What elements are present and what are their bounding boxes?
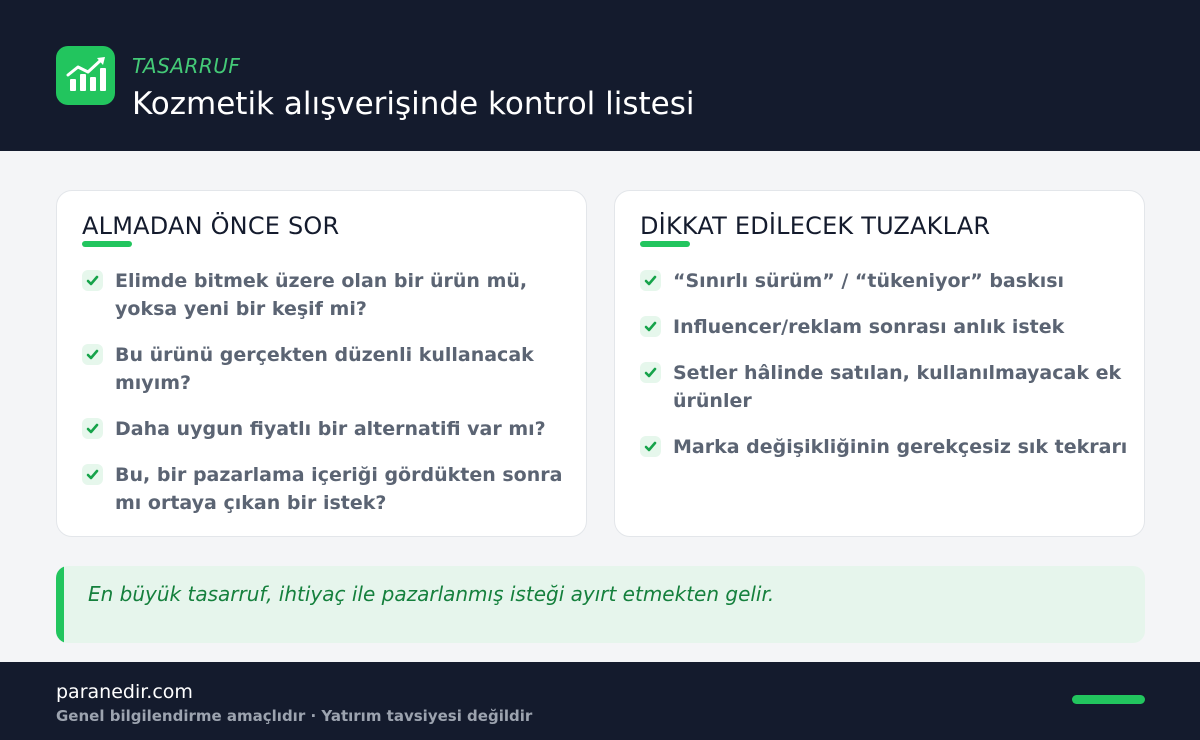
- site-name: paranedir.com: [56, 681, 193, 703]
- list-item: [640, 313, 1130, 341]
- card-title: DİKKAT EDİLECEK TUZAKLAR: [640, 212, 991, 240]
- list-item-text: Daha uygun fiyatlı bir alternatifi var mı?: [115, 418, 546, 440]
- footer: [0, 662, 1200, 740]
- pitfalls-card: [614, 190, 1145, 537]
- check-icon: [640, 270, 661, 291]
- check-icon: [82, 344, 103, 365]
- category-label: TASARRUF: [132, 54, 241, 78]
- check-icon: [82, 464, 103, 485]
- list-item: [640, 359, 1130, 415]
- list-item-text: Bu ürünü gerçekten düzenli kullanacak mıyım?: [115, 344, 534, 394]
- footer-accent-bar: [1072, 695, 1145, 704]
- title-underline: [640, 241, 690, 247]
- list-item: [82, 341, 572, 397]
- check-icon: [640, 316, 661, 337]
- list-item-text: Bu, bir pazarlama içeriği gördükten sonra mı ortaya çıkan bir istek?: [115, 464, 563, 514]
- tip-callout: [56, 566, 1145, 643]
- disclaimer: Genel bilgilendirme amaçlıdır · Yatırım tavsiyesi değildir: [56, 707, 533, 725]
- list-item-text: Setler hâlinde satılan, kullanılmayacak ek ürünler: [673, 362, 1122, 412]
- list-item-text: “Sınırlı sürüm” / “tükeniyor” baskısı: [673, 270, 1065, 292]
- list-item: [82, 415, 572, 443]
- check-icon: [640, 362, 661, 383]
- card-title: ALMADAN ÖNCE SOR: [82, 212, 340, 240]
- list-item: [640, 433, 1130, 461]
- questions-card: [56, 190, 587, 537]
- list-item-text: Elimde bitmek üzere olan bir ürün mü, yoksa yeni bir keşif mi?: [115, 270, 528, 320]
- list-item: [82, 461, 572, 517]
- question-list: [82, 267, 572, 535]
- check-icon: [640, 436, 661, 457]
- title-underline: [82, 241, 132, 247]
- list-item: [640, 267, 1130, 295]
- growth-chart-icon: [56, 46, 115, 105]
- check-icon: [82, 270, 103, 291]
- header: [0, 0, 1200, 151]
- callout-text: En büyük tasarruf, ihtiyaç ile pazarlanmış isteği ayırt etmekten gelir.: [88, 582, 775, 606]
- page-title: Kozmetik alışverişinde kontrol listesi: [132, 86, 695, 122]
- callout-accent-bar: [56, 566, 64, 643]
- check-icon: [82, 418, 103, 439]
- pitfall-list: [640, 267, 1130, 479]
- list-item-text: Influencer/reklam sonrası anlık istek: [673, 316, 1065, 338]
- list-item-text: Marka değişikliğinin gerekçesiz sık tekrarı: [673, 436, 1128, 458]
- list-item: [82, 267, 572, 323]
